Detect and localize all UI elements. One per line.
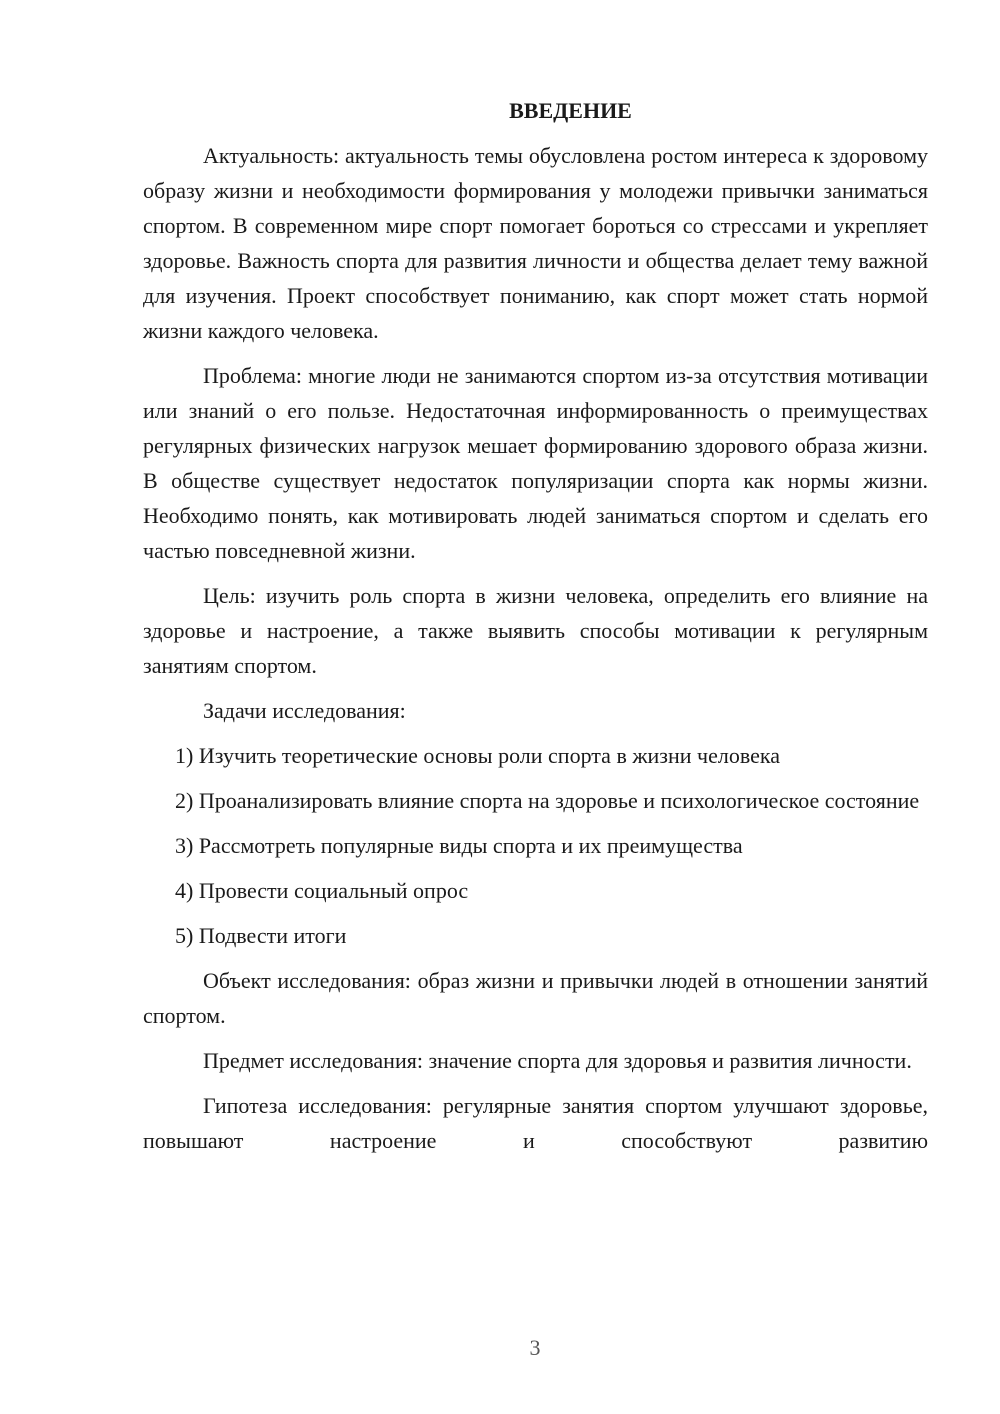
task-item: 4) Провести социальный опрос xyxy=(175,878,469,903)
goal-paragraph: Цель: изучить роль спорта в жизни человека, определить его влияние на здоровье и настроение, а также выявить способы мотивации к регулярным занятиям спортом. xyxy=(143,583,928,678)
object-paragraph: Объект исследования: образ жизни и привычки людей в отношении занятий спортом. xyxy=(143,968,928,1028)
task-item: 1) Изучить теоретические основы роли спорта в жизни человека xyxy=(175,743,780,768)
tasks-label: Задачи исследования: xyxy=(203,698,406,723)
document-body xyxy=(143,96,928,1168)
hypothesis-paragraph: Гипотеза исследования: регулярные занятия спортом улучшают здоровье, повышают настроение и способствуют развитию xyxy=(143,1093,928,1153)
subject-paragraph: Предмет исследования: значение спорта для здоровья и развития личности. xyxy=(203,1048,912,1073)
problem-paragraph: Проблема: многие люди не занимаются спортом из-за отсутствия мотивации или знаний о его пользе. Недостаточная информированность о преимуществах регулярных физических нагрузок мешает формированию здорового образа жизни. В обществе существует недостаток популяризации спорта как нормы жизни. Необходимо понять, как мотивировать людей заниматься спортом и сделать его частью повседневной жизни. xyxy=(143,363,928,563)
tasks-list xyxy=(143,738,928,953)
relevance-paragraph: Актуальность: актуальность темы обусловлена ростом интереса к здоровому образу жизни и необходимости формирования у молодежи привычки заниматься спортом. В современном мире спорт помогает бороться со стрессами и укрепляет здоровье. Важность спорта для развития личности и общества делает тему важной для изучения. Проект способствует пониманию, как спорт может стать нормой жизни каждого человека. xyxy=(143,143,928,343)
task-item: 2) Проанализировать влияние спорта на здоровье и психологическое состояние xyxy=(175,788,920,813)
section-title: ВВЕДЕНИЕ xyxy=(509,98,632,123)
task-item: 3) Рассмотреть популярные виды спорта и их преимущества xyxy=(175,833,743,858)
page-number: 3 xyxy=(529,1335,541,1360)
task-item: 5) Подвести итоги xyxy=(175,923,347,948)
